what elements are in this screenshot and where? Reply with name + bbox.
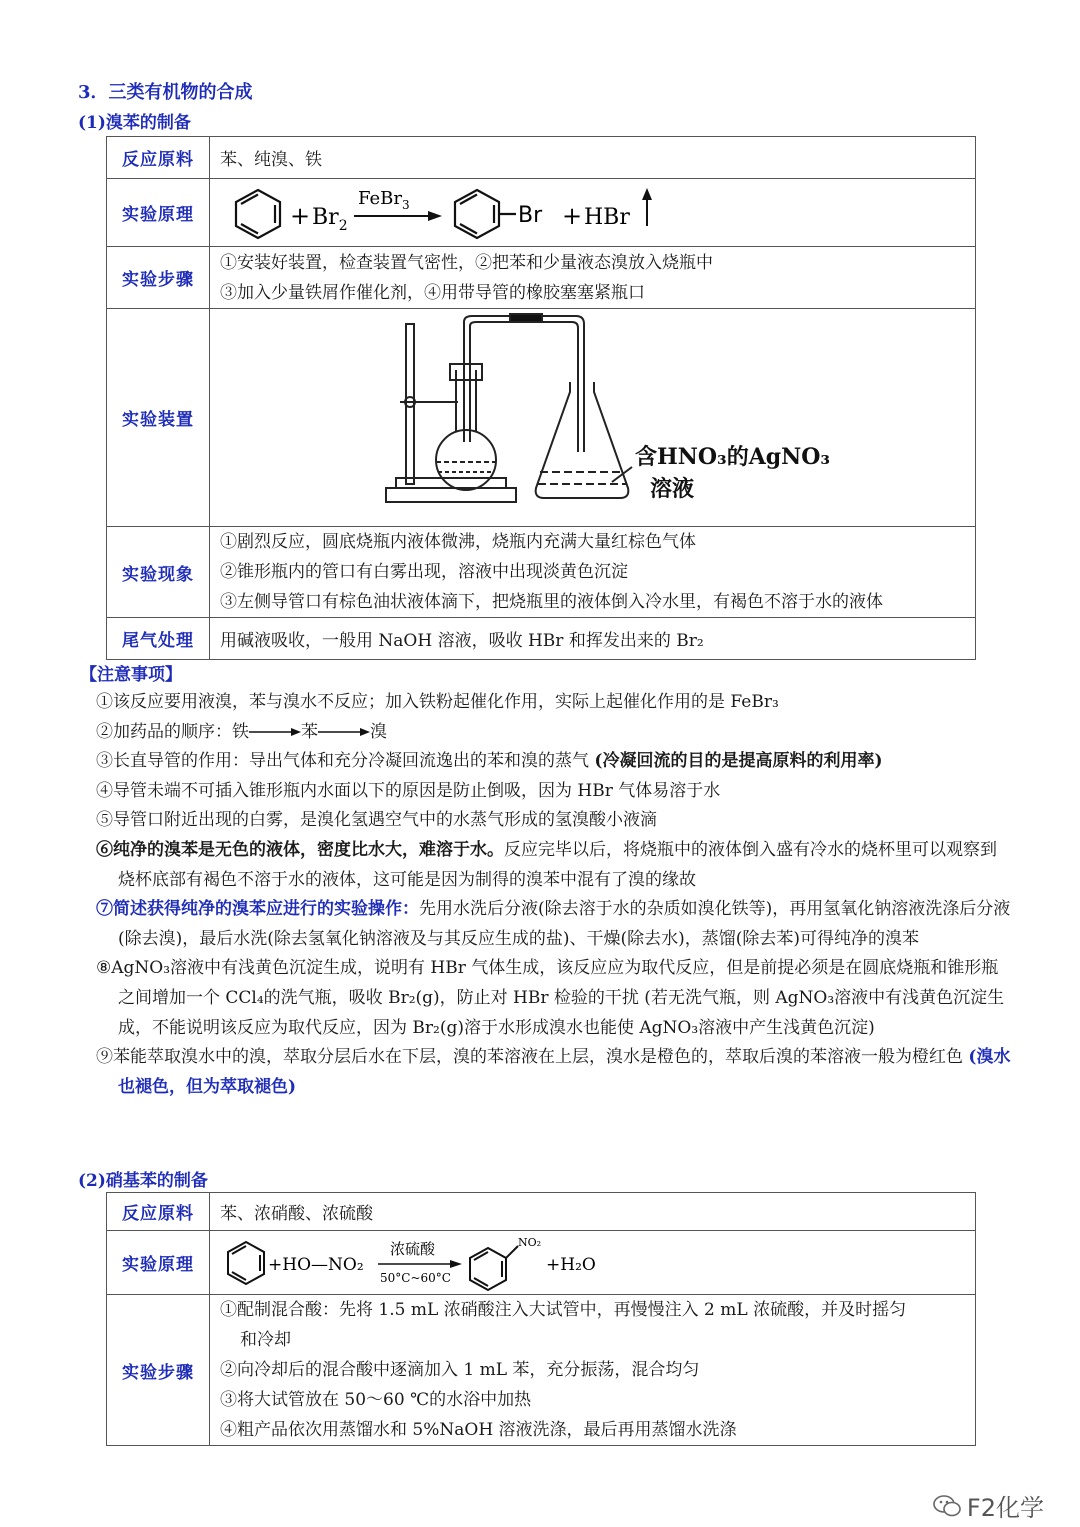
row-label: 尾气处理 <box>107 618 210 660</box>
row-steps <box>107 247 976 309</box>
row-content <box>210 527 976 618</box>
nitro-group: NO₂ <box>518 1235 542 1249</box>
step-line: 和冷却 <box>240 1330 291 1350</box>
note-emphasis: (冷凝回流的目的是提高原料的利用率) <box>594 751 883 772</box>
row-label: 实验步骤 <box>107 247 210 309</box>
row-label: 实验现象 <box>107 527 210 618</box>
row-label: 实验装置 <box>107 309 210 527</box>
row-label: 反应原料 <box>107 1193 210 1231</box>
reaction-equation <box>210 179 976 247</box>
subsection-title-bromobenzene: (1)溴苯的制备 <box>78 113 191 133</box>
benzene-ring-icon <box>236 190 280 238</box>
row-principle <box>107 179 976 247</box>
step-line: ②向冷却后的混合酸中逐滴加入 1 mL 苯，充分振荡，混合均匀 <box>220 1360 700 1380</box>
watermark-text: F2化学 <box>966 1494 1044 1522</box>
round-bottom-flask-icon <box>436 364 496 490</box>
note-text: ②加药品的顺序： <box>96 721 232 742</box>
note-item: ①该反应要用液溴，苯与溴水不反应；加入铁粉起催化作用，实际上起催化作用的是 FeBr₃ <box>96 692 779 712</box>
reaction-equation <box>210 1231 976 1295</box>
apparatus-diagram <box>220 312 831 524</box>
note-text: 反应完毕以后，将烧瓶中的液体倒入盛有冷水的烧杯里可以观察到烧杯底部有褐色不溶于水的液体，这可能是因为制得的溴苯中混有了溴的缘故 <box>118 839 997 890</box>
note-item <box>96 895 1011 954</box>
note-item <box>96 836 1011 895</box>
note-item: ⑤导管口附近出现的白雾，是溴化氢遇空气中的水蒸气形成的氢溴酸小液滴 <box>96 810 657 831</box>
wechat-icon <box>933 1494 961 1518</box>
gas-up-arrow-icon <box>642 188 652 226</box>
row-content: 用碱液吸收，一般用 NaOH 溶液，吸收 HBr 和挥发出来的 Br₂ <box>210 618 976 660</box>
nitric-acid-reagent: +HO—NO₂ <box>268 1254 364 1275</box>
solution-label: 含HNO₃的AgNO₃ <box>635 443 831 470</box>
note-emphasis: ⑦简述获得纯净的溴苯应进行的实验操作： <box>96 899 419 920</box>
row-content <box>210 247 976 309</box>
nitrobenzene-table <box>106 1192 976 1446</box>
iron-stand-icon <box>386 324 516 502</box>
notes-title: 【注意事项】 <box>80 665 182 685</box>
apparatus-diagram-cell <box>210 309 976 527</box>
bromobenzene-table <box>106 136 976 660</box>
long-condenser-tube-icon <box>464 314 584 452</box>
watermark <box>933 1488 1044 1523</box>
row-phenomena <box>107 527 976 618</box>
note-text: ③长直导管的作用：导出气体和充分冷凝回流逸出的苯和溴的蒸气 <box>96 751 589 772</box>
right-arrow-icon <box>249 726 301 738</box>
catalyst-label: FeBr$_3$ <box>358 187 410 212</box>
subsection-title-nitrobenzene: (2)硝基苯的制备 <box>78 1171 208 1191</box>
note-emphasis: (溴水也褪色，但为萃取褪色) <box>118 1047 1011 1097</box>
note-text: ⑨苯能萃取溴水中的溴，萃取分层后水在下层，溴的苯溶液在上层，溴水是橙色的，萃取后溴的苯溶液一般为橙红色 <box>96 1047 963 1068</box>
step-line: ①安装好装置，检查装置气密性，②把苯和少量液态溴放入烧瓶中 <box>220 252 713 273</box>
row-label: 实验步骤 <box>107 1295 210 1446</box>
row-materials <box>107 1193 976 1231</box>
right-arrow-icon <box>318 726 370 738</box>
note-item: ④导管未端不可插入锥形瓶内水面以下的原因是防止倒吸，因为 HBr 气体易溶于水 <box>96 780 721 801</box>
note-emphasis: ⑥纯净的溴苯是无色的液体，密度比水大，难溶于水。 <box>96 839 504 860</box>
reaction-arrow-icon <box>354 211 442 221</box>
water-product: +H₂O <box>546 1254 596 1275</box>
step-line: ③将大试管放在 50～60 ℃的水浴中加热 <box>220 1390 532 1410</box>
hbr-product: HBr <box>584 204 630 230</box>
row-content: 苯、浓硝酸、浓硫酸 <box>210 1193 976 1231</box>
row-content <box>210 1295 976 1446</box>
reagent-iron: 铁 <box>232 721 249 742</box>
notes-list <box>96 688 1011 1102</box>
note-item: ⑧AgNO₃溶液中有浅黄色沉淀生成，说明有 HBr 气体生成，该反应应为取代反应，但是前提必须是在圆底烧瓶和锥形瓶之间增加一个 CCl₄的洗气瓶，吸收 Br₂(g)，防止对 HBr 检验的干扰 (若无洗气瓶，则 AgNO₃溶液中有浅黄色沉淀生成，不能说明该反应为取代反应，因为 Br₂(g)溶于水形成溴水也能使 AgNO₃溶液中产生浅黄色沉淀) <box>96 958 1005 1038</box>
reagent-bromine: 溴 <box>370 721 387 742</box>
benzene-ring-icon <box>470 1246 518 1290</box>
step-line: ④粗产品依次用蒸馏水和 5%NaOH 溶液洗涤，最后再用蒸馏水洗涤 <box>220 1420 737 1440</box>
row-label: 实验原理 <box>107 1231 210 1295</box>
condition-temperature: 50°C~60°C <box>380 1270 451 1285</box>
row-materials <box>107 137 976 179</box>
step-line: ③加入少量铁屑作催化剂，④用带导管的橡胶塞塞紧瓶口 <box>220 282 645 303</box>
plus-sign: + <box>290 201 311 230</box>
solution-label: 溶液 <box>650 475 695 502</box>
nitration-equation <box>220 1234 640 1292</box>
note-item <box>96 747 1011 777</box>
phenomenon-line: ③左侧导管口有棕色油状液体滴下，把烧瓶里的液体倒入冷水里，有褐色不溶于水的液体 <box>220 592 883 612</box>
reagent-benzene: 苯 <box>301 721 318 742</box>
bromination-equation <box>220 182 660 244</box>
phenomenon-line: ①剧烈反应，圆底烧瓶内液体微沸，烧瓶内充满大量红棕色气体 <box>220 532 696 552</box>
row-tail-gas <box>107 618 976 660</box>
step-line: ①配制混合酸：先将 1.5 mL 浓硝酸注入大试管中，再慢慢注入 2 mL 浓硫酸，并及时摇匀 <box>220 1300 907 1320</box>
row-steps <box>107 1295 976 1446</box>
row-apparatus <box>107 309 976 527</box>
plus-sign: + <box>562 201 583 230</box>
row-label: 反应原料 <box>107 137 210 179</box>
benzene-ring-icon <box>455 190 516 238</box>
bromo-group: Br <box>518 202 543 228</box>
bromine-reagent: $Br_2$ <box>312 204 348 234</box>
note-item <box>96 718 1011 748</box>
row-content: 苯、纯溴、铁 <box>210 137 976 179</box>
note-text: 先用水洗后分液(除去溶于水的杂质如溴化铁等)，再用氢氧化钠溶液洗涤后分液(除去溴)，最后水洗(除去氢氧化钠溶液及与其反应生成的盐)、干燥(除去水)，蒸馏(除去苯)可得纯净的溴苯 <box>118 899 1011 949</box>
note-item <box>96 1043 1011 1102</box>
section-title: 3．三类有机物的合成 <box>78 82 253 103</box>
row-label: 实验原理 <box>107 179 210 247</box>
reaction-arrow-icon <box>378 1260 462 1268</box>
benzene-ring-icon <box>228 1242 264 1284</box>
condition-catalyst: 浓硫酸 <box>390 1239 436 1258</box>
row-principle <box>107 1231 976 1295</box>
phenomenon-line: ②锥形瓶内的管口有白雾出现，溶液中出现淡黄色沉淀 <box>220 562 628 582</box>
